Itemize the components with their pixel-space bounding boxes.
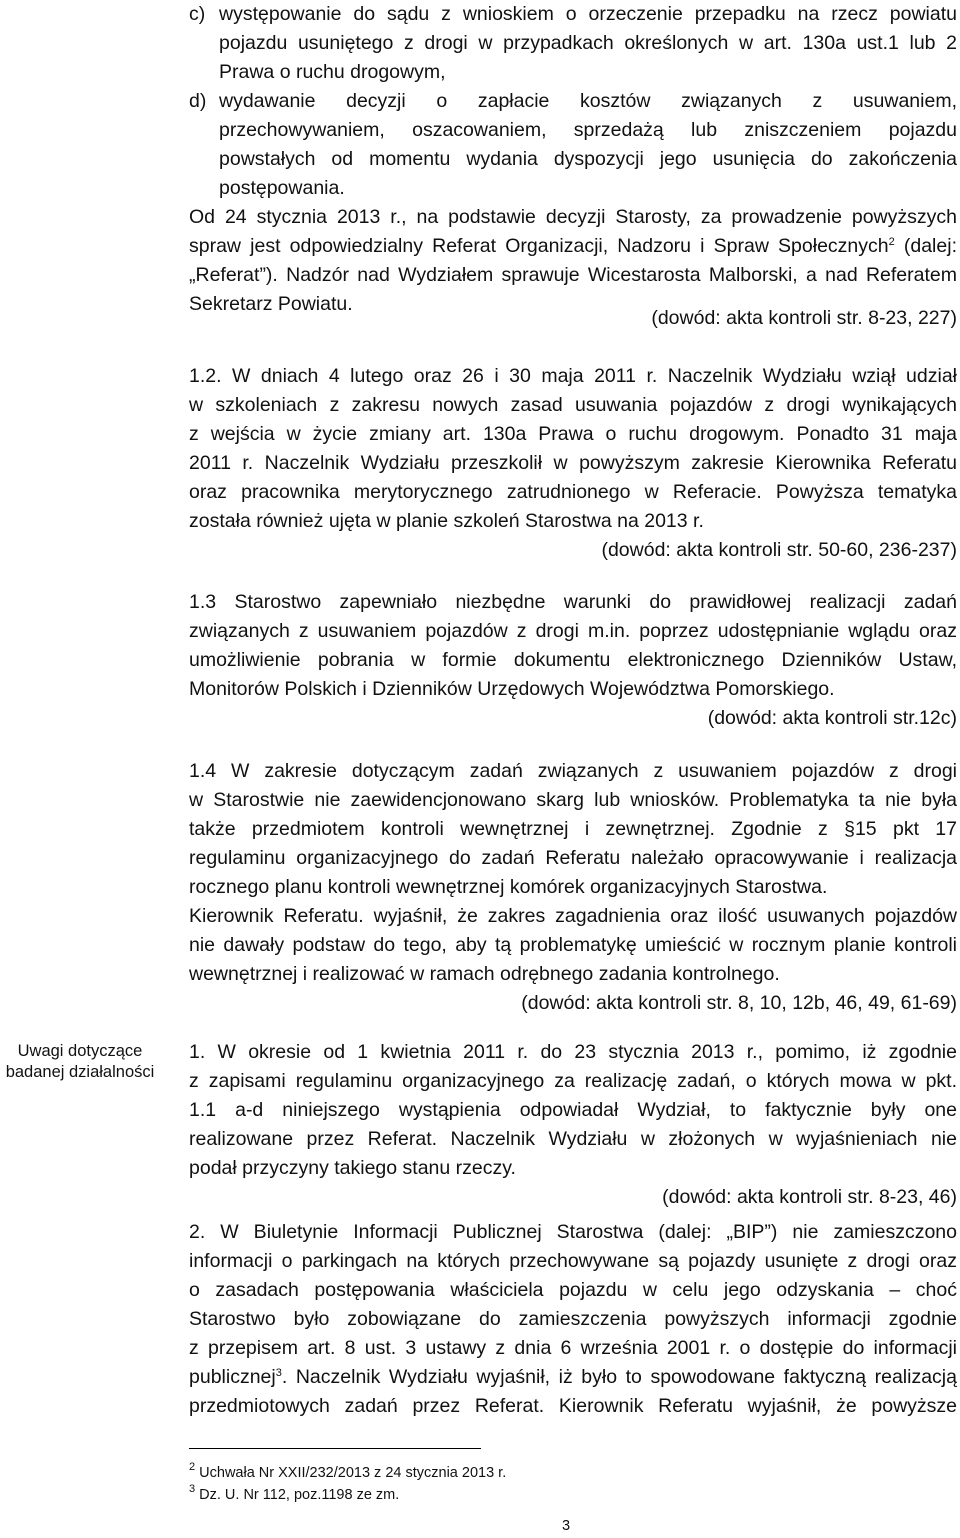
intro-line: „Referat”). Nadzór nad Wydziałem sprawuje Wicestarosta Malborski, a nad Referatem [189,264,957,286]
finding-line: Starostwo było zobowiązane do zamieszczenia powyższych informacji zgodnie [189,1308,957,1330]
section-line: 1.3 Starostwo zapewniało niezbędne warunki do prawidłowej realizacji zadań [189,591,957,613]
list-item-d-line: postępowania. [219,177,345,199]
intro-line [189,232,957,261]
section-line: z wejścia w życie zmiany art. 130a Prawa o ruchu drogowym. Ponadto 31 maja [189,423,957,445]
finding-line: przedmiotowych zadań przez Referat. Kierownik Referatu wyjaśnił, że powyższe [189,1395,957,1417]
side-label-line: Uwagi dotyczące [17,1042,143,1060]
section-line: 2011 r. Naczelnik Wydziału przeszkolił w powyższym zakresie Kierownika Referatu [189,452,957,474]
intro-line: Od 24 stycznia 2013 r., na podstawie decyzji Starosty, za prowadzenie powyższych [189,206,957,228]
side-label-line: badanej działalności [5,1063,155,1081]
finding-line: 2. W Biuletynie Informacji Publicznej Starostwa (dalej: „BIP”) nie zamieszczono [189,1221,957,1243]
section-line: wewnętrznej i realizować w ramach odrębnego zadania kontrolnego. [189,963,780,985]
finding-line [189,1363,957,1392]
page-number: 3 [562,1518,571,1534]
finding-2-line6-text: publicznej [189,1366,276,1388]
footnote-ref-3: 3 [275,1367,282,1379]
section-line: rocznego planu kontroli wewnętrznej komórek organizacyjnych Starostwa. [189,876,828,898]
finding-line: 1. W okresie od 1 kwietnia 2011 r. do 23 stycznia 2013 r., pomimo, iż zgodnie [189,1041,957,1063]
section-line: związanych z usuwaniem pojazdów z drogi m.in. poprzez udostępnianie wglądu oraz [189,620,957,642]
section-line: także przedmiotem kontroli wewnętrznej i zewnętrznej. Zgodnie z §15 pkt 17 [189,818,957,840]
section-line: umożliwienie pobrania w formie dokumentu elektronicznego Dzienników Ustaw, [189,649,957,671]
finding-2 [189,1218,957,1421]
finding-1 [189,1038,957,1212]
evidence-note: (dowód: akta kontroli str.12c) [707,707,957,729]
intro-line2-tail: (dalej: [894,235,957,257]
intro-evidence-block [189,304,957,333]
section-line: 1.4 W zakresie dotyczącym zadań związanych z usuwaniem pojazdów z drogi [189,760,957,782]
finding-line: o zasadach postępowania właściciela pojazdu w celu jego odzyskania – choć [189,1279,957,1301]
finding-line: z przepisem art. 8 ust. 3 ustawy z dnia 6 września 2001 r. o dostępie do informacji [189,1337,957,1359]
section-line: w Starostwie nie zaewidencjonowano skarg lub wniosków. Problematyka ta nie była [189,789,957,811]
intro-line2-text: spraw jest odpowiedzialny Referat Organizacji, Nadzoru i Spraw Społecznych [189,235,889,257]
footnote-text: Uchwała Nr XXII/232/2013 z 24 stycznia 2013 r. [195,1465,507,1481]
section-1-4 [189,757,957,1018]
finding-line: 1.1 a-d niniejszego wystąpienia odpowiadał Wydział, to faktycznie były one [189,1099,957,1121]
footnote-separator [189,1448,481,1449]
finding-line: z zapisami regulaminu organizacyjnego za realizację zadań, o których mowa w pkt. [189,1070,957,1092]
list-item-d-line: przechowywaniem, oszacowaniem, sprzedażą lub zniszczeniem pojazdu [219,119,957,141]
list-item-d-label: d) [189,90,207,112]
footnote [189,1461,507,1482]
finding-line: podał przyczyny takiego stanu rzeczy. [189,1157,516,1179]
list-item-d [189,87,957,203]
list-item-d-line: wydawanie decyzji o zapłacie kosztów związanych z usuwaniem, [219,90,957,112]
section-line: nie dawały podstaw do tego, aby tą problematykę umieścić w rocznym planie kontroli [189,934,957,956]
list-item-c-line: Prawa o ruchu drogowym, [219,61,446,83]
list-items-block [189,0,957,319]
intro-line: Sekretarz Powiatu. [189,293,353,315]
finding-line: realizowane przez Referat. Naczelnik Wydziału w złożonych w wyjaśnieniach nie [189,1128,957,1150]
list-item-c-line: pojazdu usuniętego z drogi w przypadkach określonych w art. 130a ust.1 lub 2 [219,32,957,54]
section-line: została również ujęta w planie szkoleń Starostwa na 2013 r. [189,510,704,532]
footnote-number: 2 [189,1461,196,1473]
section-1-2 [189,362,957,565]
list-item-c [189,0,957,87]
section-line: Monitorów Polskich i Dzienników Urzędowych Województwa Pomorskiego. [189,678,835,700]
evidence-note: (dowód: akta kontroli str. 50-60, 236-237) [601,539,957,561]
section-line: w szkoleniach z zakresu nowych zasad usuwania pojazdów z drogi wynikających [189,394,957,416]
evidence-note: (dowód: akta kontroli str. 8-23, 227) [651,307,957,329]
list-item-d-line: powstałych od momentu wydania dyspozycji jego usunięcia do zakończenia [219,148,957,170]
section-line: 1.2. W dniach 4 lutego oraz 26 i 30 maja 2011 r. Naczelnik Wydziału wziął udział [189,365,957,387]
side-label [0,1041,160,1083]
finding-line: informacji o parkingach na których przechowywane są pojazdy usunięte z drogi oraz [189,1250,957,1272]
evidence-note: (dowód: akta kontroli str. 8, 10, 12b, 46, 49, 61-69) [521,992,957,1014]
footnote-ref-2: 2 [888,236,895,248]
list-item-c-line: występowanie do sądu z wnioskiem o orzeczenie przepadku na rzecz powiatu [219,3,957,25]
section-1-3 [189,588,957,733]
section-line: Kierownik Referatu. wyjaśnił, że zakres zagadnienia oraz ilość usuwanych pojazdów [189,905,957,927]
footnote-number: 3 [189,1483,196,1495]
list-item-c-label: c) [189,3,206,25]
footnote-text: Dz. U. Nr 112, poz.1198 ze zm. [195,1487,400,1503]
section-line: oraz pracownika merytorycznego zatrudnionego w Referacie. Powyższa tematyka [189,481,957,503]
evidence-note: (dowód: akta kontroli str. 8-23, 46) [662,1186,957,1208]
footnote [189,1483,400,1504]
section-line: regulaminu organizacyjnego do zadań Referatu należało opracowywanie i realizacja [189,847,957,869]
finding-2-line6-tail: . Naczelnik Wydziału wyjaśnił, iż było to spowodowane faktyczną realizacją [281,1366,957,1388]
